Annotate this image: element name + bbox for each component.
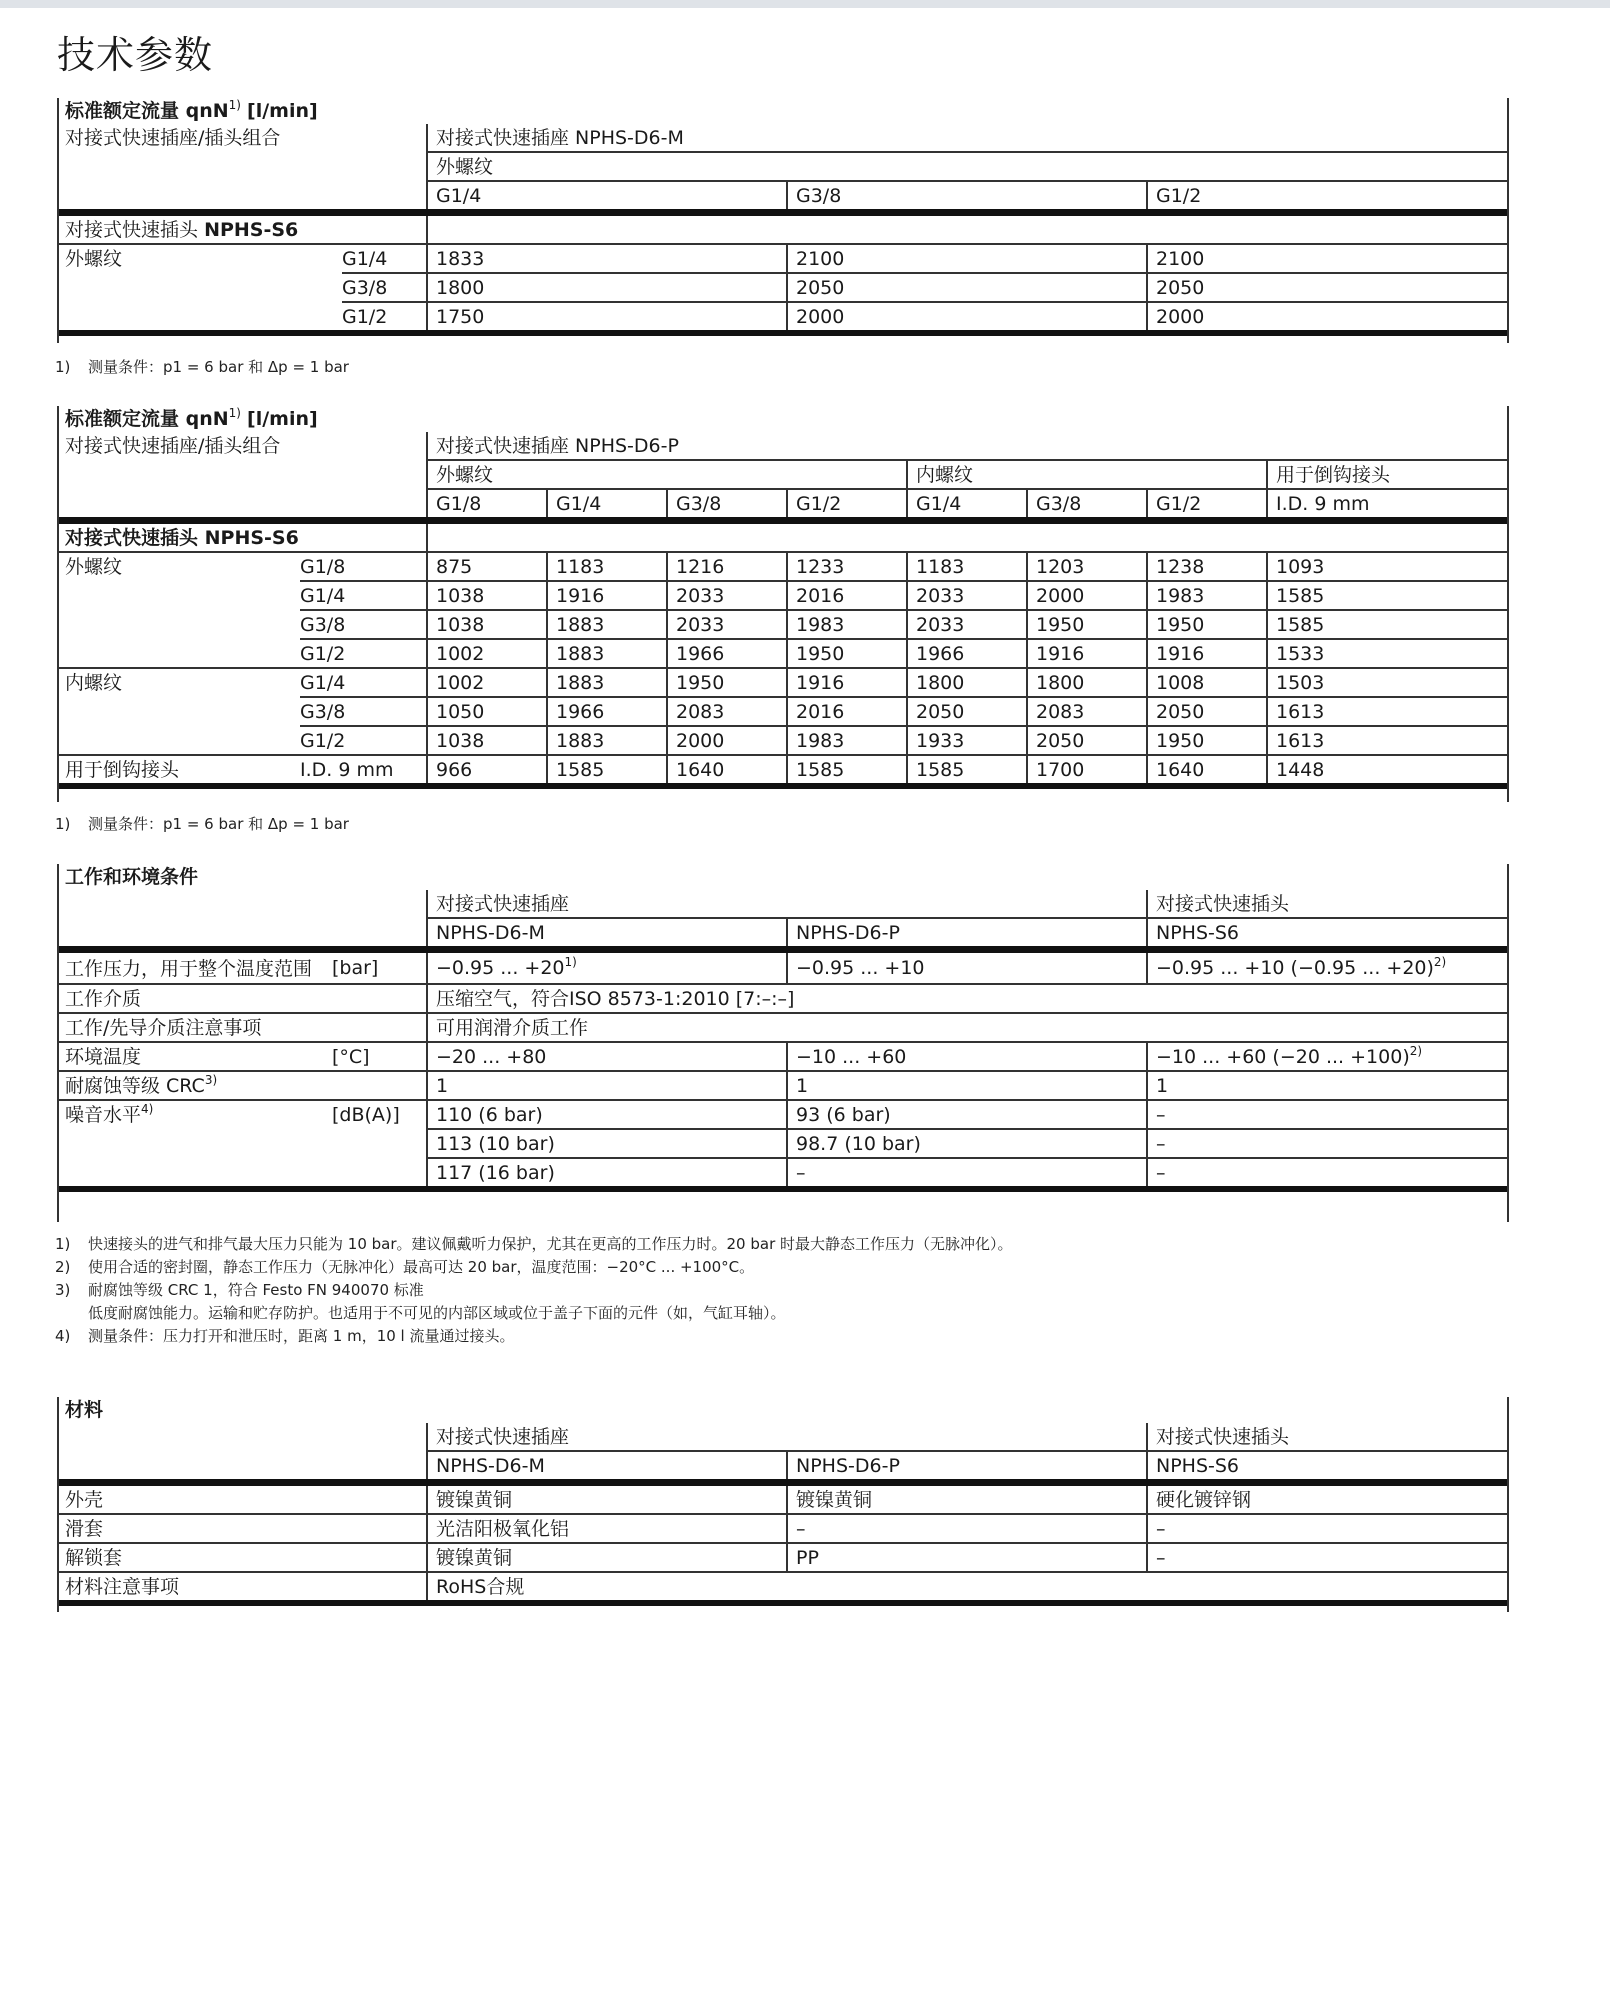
flow-m-title-sup: 1) (228, 98, 241, 112)
row-label: 工作介质 (57, 984, 427, 1013)
conditions-section (57, 864, 1507, 1192)
flow-p-value: 2050 (907, 697, 1027, 726)
flow-p-row-size: G3/8 (300, 697, 427, 726)
materials-title: 材料 (65, 1399, 104, 1421)
flow-p-value: 2033 (907, 610, 1027, 639)
flow-p-value: 1916 (1027, 639, 1147, 668)
flow-p-value: 1233 (787, 552, 907, 581)
flow-m-row-size: G1/2 (342, 302, 427, 333)
flow-p-value: 1585 (1267, 610, 1507, 639)
flow-m-plug-model: NPHS-S6 (204, 219, 299, 241)
flow-p-value: 1238 (1147, 552, 1267, 581)
flow-m-value: 1800 (427, 273, 787, 302)
flow-p-value: 1183 (907, 552, 1027, 581)
materials-row (57, 1483, 1507, 1515)
flow-p-col-header: G1/2 (1147, 489, 1267, 521)
flow-p-group-header: 内螺纹 (907, 460, 1267, 489)
flow-p-title-cell (57, 406, 1507, 432)
medium-note-value: 可用润滑介质工作 (427, 1013, 1507, 1042)
flow-p-value: 1613 (1267, 726, 1507, 755)
noise-value: 117 (16 bar) (427, 1158, 787, 1189)
material-value: PP (787, 1543, 1147, 1572)
flow-p-group-spacer (57, 639, 300, 668)
flow-p-value: 1585 (1267, 581, 1507, 610)
flow-m-group-label: 外螺纹 (65, 248, 123, 270)
flow-m-value: 2100 (787, 244, 1147, 273)
noise-value: 113 (10 bar) (427, 1129, 787, 1158)
conditions-row-medium (57, 984, 1507, 1013)
materials-plug-header: 对接式快速插头 (1147, 1423, 1507, 1451)
flow-table-p (57, 406, 1507, 789)
row-unit: [bar] (324, 950, 427, 985)
flow-p-row-size: I.D. 9 mm (300, 755, 427, 786)
flow-p-value: 1002 (427, 639, 547, 668)
material-value: 硬化镀锌钢 (1147, 1483, 1507, 1515)
flow-p-col-header: I.D. 9 mm (1267, 489, 1507, 521)
flow-p-value: 1983 (1147, 581, 1267, 610)
material-value: 光洁阳极氧化铝 (427, 1514, 787, 1543)
flow-table-m-section (57, 98, 1507, 336)
row-label: 材料注意事项 (57, 1572, 427, 1603)
flow-p-group-spacer (57, 610, 300, 639)
flow-p-value: 1038 (427, 726, 547, 755)
flow-p-value: 1916 (787, 668, 907, 697)
flow-p-value: 2033 (667, 610, 787, 639)
footnote: 1) 快速接头的进气和排气最大压力只能为 10 bar。建议佩戴听力保护，尤其在更高的工作压力时。20 bar 时最大静态工作压力（无脉冲化）。 (55, 1235, 1013, 1253)
flow-p-group-spacer (57, 726, 300, 755)
flow-p-group-spacer (57, 697, 300, 726)
flow-p-combo-label: 对接式快速插座/插头组合 (65, 435, 281, 457)
flow-m-value: 1833 (427, 244, 787, 273)
flow-p-row-size: G1/8 (300, 552, 427, 581)
flow-p-value: 1216 (667, 552, 787, 581)
flow-p-col-header: G1/2 (787, 489, 907, 521)
flow-p-value: 1700 (1027, 755, 1147, 786)
row-label: 耐腐蚀等级 CRC$^{3)}$ (57, 1071, 427, 1100)
flow-m-title: 标准额定流量 qnN (65, 100, 229, 122)
materials-row-note (57, 1572, 1507, 1603)
flow-m-plug-label-cell (57, 213, 427, 245)
conditions-row-crc (57, 1071, 1507, 1100)
noise-value: 110 (6 bar) (427, 1100, 787, 1129)
flow-p-body (57, 552, 1507, 786)
material-note-value: RoHS合规 (427, 1572, 1507, 1603)
materials-row (57, 1543, 1507, 1572)
flow-p-value: 1585 (907, 755, 1027, 786)
flow-p-unit: [l/min] (247, 408, 318, 430)
flow-p-value: 2000 (1027, 581, 1147, 610)
top-bar (0, 0, 1610, 8)
flow-m-col-header: G1/4 (427, 181, 787, 213)
flow-p-value: 2000 (667, 726, 787, 755)
flow-m-value: 2100 (1147, 244, 1507, 273)
row-label: 环境温度 (57, 1042, 324, 1071)
footnote: 3) 耐腐蚀等级 CRC 1，符合 Festo FN 940070 标准 (55, 1281, 424, 1299)
flow-p-value: 1640 (1147, 755, 1267, 786)
noise-value: – (787, 1158, 1147, 1189)
flow-p-value: 1038 (427, 581, 547, 610)
flow-p-value: 1950 (1027, 610, 1147, 639)
flow-p-group-label: 内螺纹 (65, 672, 123, 694)
flow-p-value: 1203 (1027, 552, 1147, 581)
materials-model: NPHS-S6 (1147, 1451, 1507, 1483)
flow-p-row (57, 610, 1507, 639)
conditions-row-pressure (57, 950, 1507, 985)
flow-p-value: 1613 (1267, 697, 1507, 726)
flow-p-col-header: G1/4 (907, 489, 1027, 521)
conditions-model: NPHS-D6-P (787, 918, 1147, 950)
flow-p-socket-label: 对接式快速插座 NPHS-D6-P (427, 432, 1507, 460)
flow-p-value: 1800 (1027, 668, 1147, 697)
flow-m-title-cell (57, 98, 1507, 124)
flow-p-value: 1585 (547, 755, 667, 786)
conditions-plug-header: 对接式快速插头 (1147, 890, 1507, 918)
flow-p-group-label: 用于倒钩接头 (57, 755, 300, 786)
flow-p-row (57, 552, 1507, 581)
conditions-title: 工作和环境条件 (65, 866, 199, 888)
flow-m-unit: [l/min] (247, 100, 318, 122)
pressure-value: −0.95 ... +10 (−0.95 ... +20)$^{2)}$ (1147, 950, 1507, 985)
ambient-value: −10 ... +60 (−20 ... +100)$^{2)}$ (1147, 1042, 1507, 1071)
noise-value: 93 (6 bar) (787, 1100, 1147, 1129)
flow-m-col-header: G3/8 (787, 181, 1147, 213)
flow-p-plug-label: 对接式快速插头 NPHS-S6 (57, 521, 427, 553)
page-title: 技术参数 (57, 33, 214, 77)
flow-p-row-size: G1/4 (300, 668, 427, 697)
material-value: 镀镍黄铜 (427, 1543, 787, 1572)
flow-p-value: 1183 (547, 552, 667, 581)
flow-p-value: 2016 (787, 581, 907, 610)
footnote: 2) 使用合适的密封圈，静态工作压力（无脉冲化）最高可达 20 bar，温度范围：−20°C ... +100°C。 (55, 1258, 755, 1276)
flow-m-thread-label: 外螺纹 (427, 152, 1507, 181)
conditions-model: NPHS-S6 (1147, 918, 1507, 950)
pressure-value: −0.95 ... +10 (787, 950, 1147, 985)
row-label: 噪音水平$^{4)}$ (65, 1102, 154, 1126)
flow-p-value: 1002 (427, 668, 547, 697)
flow-m-value: 1750 (427, 302, 787, 333)
row-unit: [dB(A)] (332, 1104, 400, 1126)
flow-p-row (57, 697, 1507, 726)
conditions-row-ambient (57, 1042, 1507, 1071)
row-label: 工作/先导介质注意事项 (57, 1013, 427, 1042)
flow-p-value: 1916 (1147, 639, 1267, 668)
flow-m-socket-label: 对接式快速插座 NPHS-D6-M (427, 124, 1507, 152)
flow-p-row-size: G1/2 (300, 639, 427, 668)
flow-p-value: 2033 (907, 581, 1027, 610)
material-value: – (1147, 1543, 1507, 1572)
flow-p-value: 2050 (1027, 726, 1147, 755)
material-value: 镀镍黄铜 (787, 1483, 1147, 1515)
flow-p-value: 1800 (907, 668, 1027, 697)
material-value: – (787, 1514, 1147, 1543)
row-unit: [°C] (324, 1042, 427, 1071)
flow-p-value: 1533 (1267, 639, 1507, 668)
flow-p-row (57, 668, 1507, 697)
row-label: 解锁套 (57, 1543, 427, 1572)
row-label: 外壳 (57, 1483, 427, 1515)
material-value: 镀镍黄铜 (427, 1483, 787, 1515)
flow-p-title: 标准额定流量 qnN (65, 408, 229, 430)
flow-p-title-sup: 1) (228, 406, 241, 420)
noise-value: – (1147, 1158, 1507, 1189)
flow-p-value: 1950 (1147, 726, 1267, 755)
flow-p-value: 1585 (787, 755, 907, 786)
conditions-socket-header: 对接式快速插座 (427, 890, 1147, 918)
flow-p-value: 1093 (1267, 552, 1507, 581)
flow-p-value: 1883 (547, 639, 667, 668)
row-label: 工作压力，用于整个温度范围 (57, 950, 324, 985)
materials-socket-header: 对接式快速插座 (427, 1423, 1147, 1451)
medium-value: 压缩空气，符合ISO 8573-1:2010 [7:–:–] (427, 984, 1507, 1013)
ambient-value: −20 ... +80 (427, 1042, 787, 1071)
flow-m-row-size: G3/8 (342, 273, 427, 302)
materials-model: NPHS-D6-M (427, 1451, 787, 1483)
flow-p-row (57, 755, 1507, 786)
flow-p-value: 1916 (547, 581, 667, 610)
flow-p-value: 1950 (787, 639, 907, 668)
conditions-row-medium-note (57, 1013, 1507, 1042)
materials-row (57, 1514, 1507, 1543)
footnote: 4) 测量条件：压力打开和泄压时，距离 1 m，10 l 流量通过接头。 (55, 1327, 515, 1345)
flow-p-col-header: G1/4 (547, 489, 667, 521)
flow-p-value: 1883 (547, 726, 667, 755)
flow-p-value: 1933 (907, 726, 1027, 755)
flow-p-row-size: G3/8 (300, 610, 427, 639)
flow-m-value: 2050 (1147, 273, 1507, 302)
flow-m-row-size: G1/4 (342, 244, 427, 273)
pressure-value: −0.95 ... $+20^{1)}$ (427, 950, 787, 985)
flow-p-row-size: G1/4 (300, 581, 427, 610)
flow-m-value: 2050 (787, 273, 1147, 302)
flow-m-footnotes (55, 356, 349, 379)
flow-p-footnotes (55, 813, 349, 836)
flow-p-value: 1038 (427, 610, 547, 639)
flow-p-value: 1503 (1267, 668, 1507, 697)
flow-m-col-header: G1/2 (1147, 181, 1507, 213)
flow-p-value: 1950 (667, 668, 787, 697)
crc-value: 1 (427, 1071, 787, 1100)
flow-p-value: 1008 (1147, 668, 1267, 697)
materials-model: NPHS-D6-P (787, 1451, 1147, 1483)
flow-p-value: 966 (427, 755, 547, 786)
flow-p-value: 1966 (547, 697, 667, 726)
flow-p-value: 1950 (1147, 610, 1267, 639)
flow-p-value: 1448 (1267, 755, 1507, 786)
conditions-table (57, 864, 1507, 1192)
material-value: – (1147, 1514, 1507, 1543)
flow-p-value: 1966 (907, 639, 1027, 668)
flow-p-group-label: 外螺纹 (65, 556, 123, 578)
flow-m-value: 2000 (1147, 302, 1507, 333)
conditions-footnotes (55, 1233, 1013, 1348)
ambient-value: −10 ... +60 (787, 1042, 1147, 1071)
conditions-model: NPHS-D6-M (427, 918, 787, 950)
flow-p-value: 1883 (547, 668, 667, 697)
flow-m-value: 2000 (787, 302, 1147, 333)
flow-p-group-header: 用于倒钩接头 (1267, 460, 1507, 489)
crc-value: 1 (1147, 1071, 1507, 1100)
flow-p-row-size: G1/2 (300, 726, 427, 755)
noise-value: – (1147, 1100, 1507, 1129)
flow-p-value: 2083 (667, 697, 787, 726)
flow-p-value: 1983 (787, 610, 907, 639)
flow-p-group-header: 外螺纹 (427, 460, 907, 489)
flow-p-value: 2016 (787, 697, 907, 726)
flow-p-value: 1966 (667, 639, 787, 668)
crc-value: 1 (787, 1071, 1147, 1100)
conditions-row-noise (57, 1100, 1507, 1129)
flow-p-value: 875 (427, 552, 547, 581)
flow-p-group-spacer (57, 581, 300, 610)
flow-p-row (57, 726, 1507, 755)
noise-value: – (1147, 1129, 1507, 1158)
flow-table-m (57, 98, 1507, 336)
flow-p-value: 1050 (427, 697, 547, 726)
footnote: 1) 测量条件：p1 = 6 bar 和 Δp = 1 bar (55, 358, 349, 376)
flow-p-row (57, 581, 1507, 610)
row-label: 滑套 (57, 1514, 427, 1543)
noise-value: 98.7 (10 bar) (787, 1129, 1147, 1158)
flow-m-plug-label: 对接式快速插头 (65, 219, 199, 241)
flow-p-value: 1983 (787, 726, 907, 755)
flow-p-col-header: G1/8 (427, 489, 547, 521)
flow-table-p-section (57, 406, 1507, 789)
flow-p-col-header: G3/8 (667, 489, 787, 521)
footnote-continuation: 低度耐腐蚀能力。运输和贮存防护。也适用于不可见的内部区域或位于盖子下面的元件（如，气缸耳轴）。 (88, 1304, 786, 1322)
flow-p-row (57, 639, 1507, 668)
flow-m-combo-label: 对接式快速插座/插头组合 (65, 127, 281, 149)
flow-p-value: 1640 (667, 755, 787, 786)
flow-p-value: 2033 (667, 581, 787, 610)
materials-table (57, 1397, 1507, 1606)
footnote: 1) 测量条件：p1 = 6 bar 和 Δp = 1 bar (55, 815, 349, 833)
flow-p-value: 1883 (547, 610, 667, 639)
flow-p-value: 2050 (1147, 697, 1267, 726)
flow-p-col-header: G3/8 (1027, 489, 1147, 521)
materials-section (57, 1397, 1507, 1606)
flow-p-value: 2083 (1027, 697, 1147, 726)
